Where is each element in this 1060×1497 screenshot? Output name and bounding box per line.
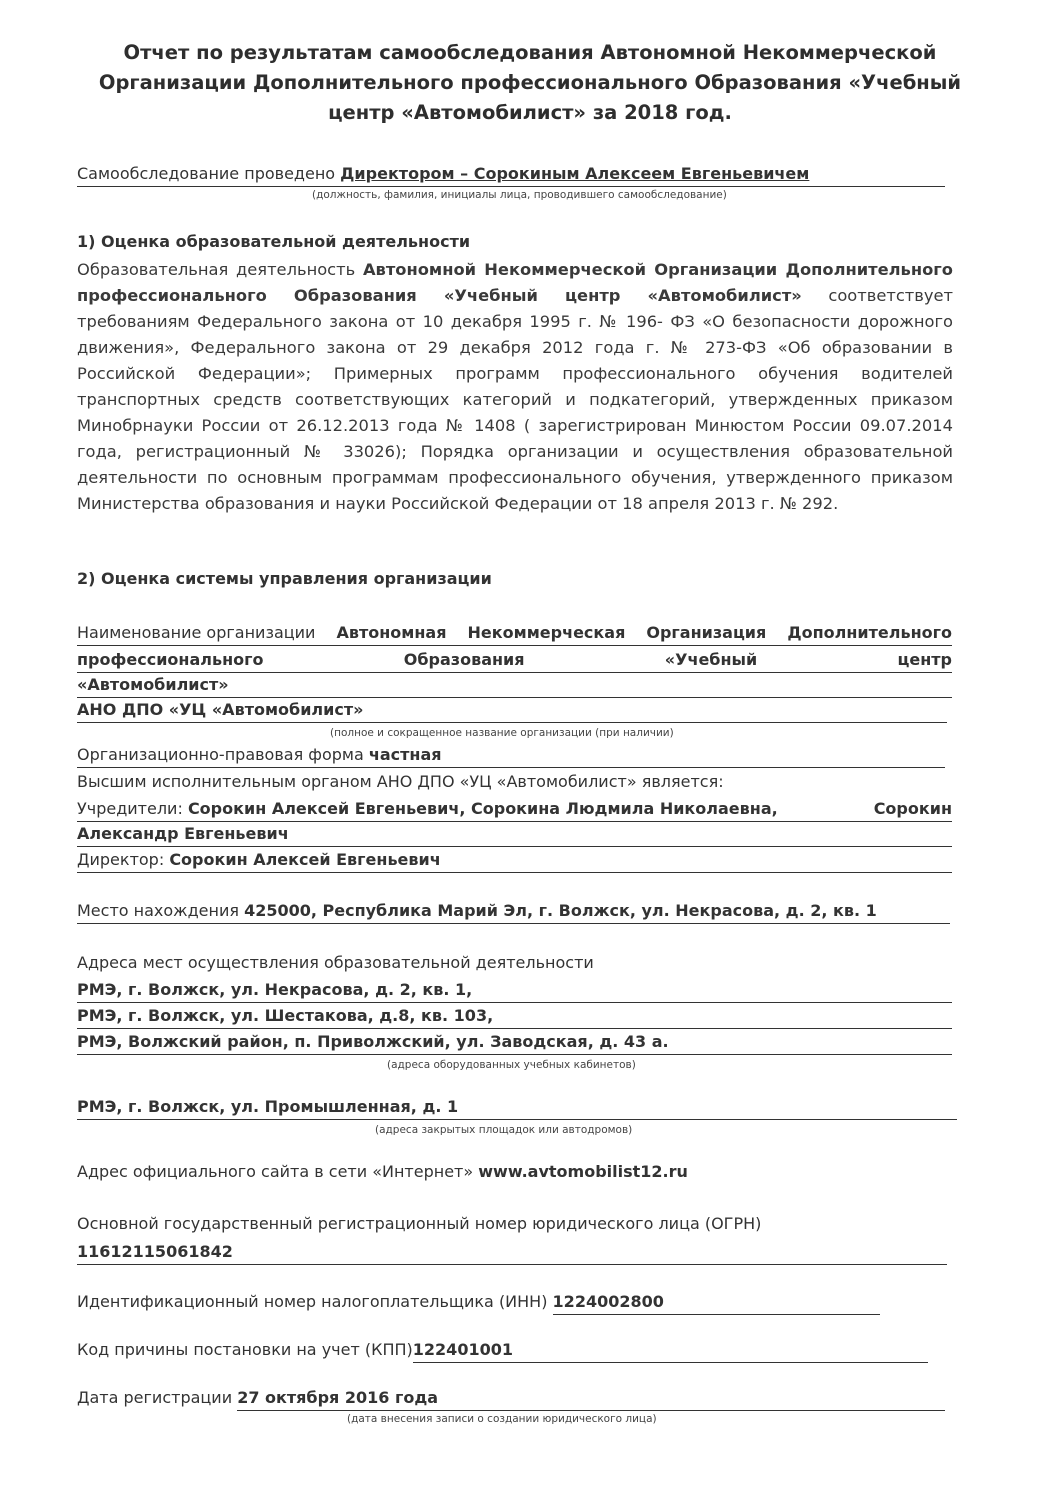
site-caption: (адреса закрытых площадок или автодромов)	[375, 1124, 633, 1136]
addresses-label: Адреса мест осуществления образовательной деятельности	[77, 953, 594, 972]
section1-org: Автономной Некоммерческой Организации Дополнительного профессионального Образования «Учебный центр «Автомобилист»	[77, 260, 953, 305]
founders-names-end: Сорокин	[873, 799, 952, 818]
inn-label: Идентификационный номер налогоплательщика (ИНН)	[77, 1292, 548, 1311]
exec-body-line: Высшим исполнительным органом АНО ДПО «УЦ «Автомобилист» является:	[77, 772, 724, 791]
ogrn-label: Основной государственный регистрационный номер юридического лица (ОГРН)	[77, 1214, 762, 1233]
conducted-value: Директором – Сорокиным Алексеем Евгеньевичем	[340, 164, 810, 183]
org-name-row1	[77, 621, 952, 646]
document-title: Отчет по результатам самообследования Автономной Некоммерческой Организации Дополнительного профессионального Образования «Учебный центр «Автомобилист» за 2018 год.	[98, 41, 962, 124]
location-line	[77, 899, 950, 924]
location-label: Место нахождения	[77, 901, 239, 920]
org-name-word: Организация	[646, 623, 767, 642]
conducted-caption: (должность, фамилия, инициалы лица, проводившего самообследование)	[312, 189, 727, 201]
section1-intro: Образовательная деятельность	[77, 260, 356, 279]
website-link[interactable]: www.avtomobilist12.ru	[478, 1162, 688, 1181]
founders-names: Сорокин Алексей Евгеньевич, Сорокина Людмила Николаевна,	[187, 799, 778, 818]
org-name-word: Образования	[403, 650, 525, 669]
org-name-word: профессионального	[77, 650, 264, 669]
conducted-line	[77, 162, 945, 187]
address-item: РМЭ, г. Волжск, ул. Шестакова, д.8, кв. 103,	[77, 1004, 952, 1029]
org-name-caption: (полное и сокращенное название организации (при наличии)	[330, 727, 674, 739]
website-line	[77, 1160, 952, 1184]
org-name-row2	[77, 648, 952, 673]
org-name-label: Наименование организации	[77, 623, 316, 642]
director-name: Сорокин Алексей Евгеньевич	[169, 850, 441, 869]
org-short-name: АНО ДПО «УЦ «Автомобилист»	[77, 698, 947, 723]
kpp-label: Код причины постановки на учет (КПП)	[77, 1340, 413, 1359]
addresses-caption: (адреса оборудованных учебных кабинетов)	[387, 1059, 636, 1071]
address-item: РМЭ, Волжский район, п. Приволжский, ул. Заводская, д. 43 а.	[77, 1030, 952, 1055]
reg-date-label: Дата регистрации	[77, 1388, 233, 1407]
inn-value: 1224002800	[553, 1290, 880, 1315]
kpp-value: 122401001	[413, 1338, 928, 1363]
reg-date-line	[77, 1386, 952, 1411]
section2-heading: 2) Оценка системы управления организации	[77, 569, 492, 588]
org-name-row3: «Автомобилист»	[77, 673, 952, 698]
org-name-word: «Учебный	[664, 650, 758, 669]
section1-heading: 1) Оценка образовательной деятельности	[77, 232, 471, 251]
reg-date-value: 27 октября 2016 года	[237, 1386, 945, 1411]
site-address: РМЭ, г. Волжск, ул. Промышленная, д. 1	[77, 1095, 957, 1120]
kpp-line	[77, 1338, 952, 1363]
founders-label: Учредители:	[77, 799, 183, 818]
website-label: Адрес официального сайта в сети «Интернет»	[77, 1162, 474, 1181]
inn-line	[77, 1290, 952, 1315]
conducted-label: Самообследование проведено	[77, 164, 336, 183]
org-name-word: Некоммерческая	[467, 623, 626, 642]
legal-form-line	[77, 743, 945, 768]
legal-form-value: частная	[368, 745, 442, 764]
org-name-word: Автономная	[336, 623, 447, 642]
director-label: Директор:	[77, 850, 165, 869]
legal-form-label: Организационно-правовая форма	[77, 745, 364, 764]
address-item: РМЭ, г. Волжск, ул. Некрасова, д. 2, кв. 1,	[77, 978, 952, 1003]
org-name-word: Дополнительного	[787, 623, 952, 642]
section1-paragraph	[77, 257, 953, 517]
founders-line2: Александр Евгеньевич	[77, 822, 952, 847]
reg-date-caption: (дата внесения записи о создании юридического лица)	[347, 1413, 657, 1425]
founders-line1	[77, 797, 952, 822]
org-name-word: центр	[897, 650, 952, 669]
director-line	[77, 848, 952, 873]
ogrn-value: 11612115061842	[77, 1240, 947, 1265]
section1-body: соответствует требованиям Федерального закона от 10 декабря 1995 г. № 196- ФЗ «О безопасности дорожного движения», Федерального закона от 29 декабря 2012 года г. № 273-ФЗ «Об образовании в Российской Федерации»; Примерных программ профессионального обучения водителей транспортных средств соответствующих категорий и подкатегорий, утвержденных приказом Минобрнауки России от 26.12.2013 года № 1408 ( зарегистрирован Минюстом России 09.07.2014 года, регистрационный № 33026); Порядка организации и осуществления образовательной деятельности по основным программам профессионального обучения, утвержденного приказом Министерства образования и науки Российской Федерации от 18 апреля 2013 г. № 292.	[77, 286, 954, 513]
location-value: 425000, Республика Марий Эл, г. Волжск, ул. Некрасова, д. 2, кв. 1	[244, 901, 877, 920]
